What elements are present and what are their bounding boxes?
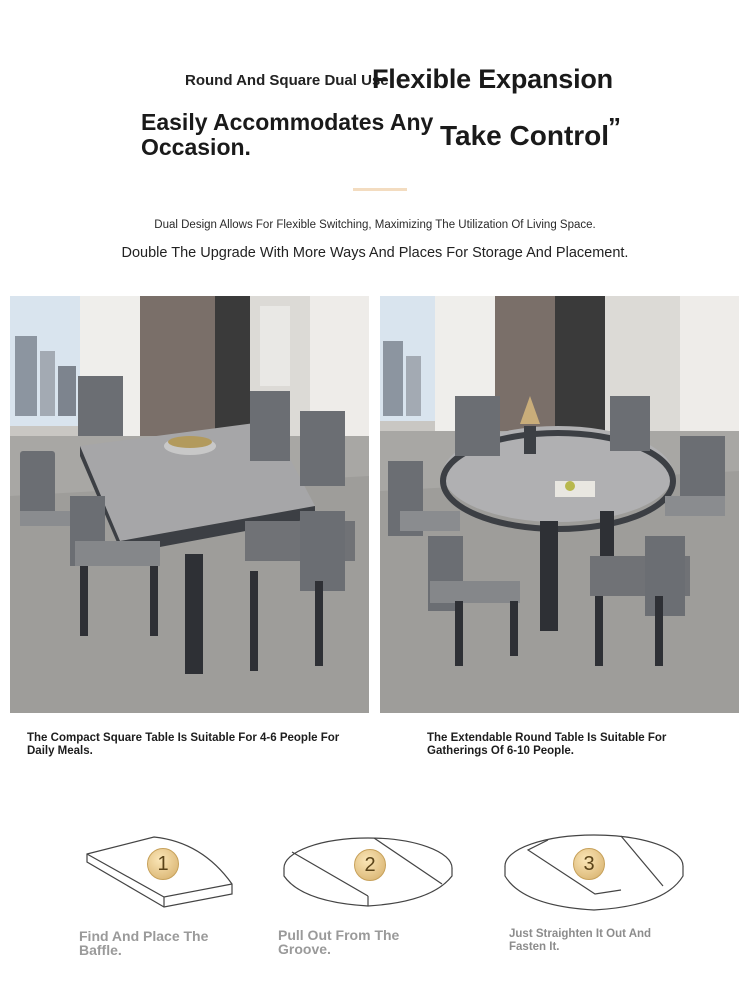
caption-square-table: The Compact Square Table Is Suitable For 4-6 People For Daily Meals. — [27, 732, 340, 757]
header-flexible-expansion: Flexible Expansion — [372, 64, 613, 94]
header-quote-mark: ” — [608, 112, 621, 142]
subtitle-dual-design: Dual Design Allows For Flexible Switching, Maximizing The Utilization Of Living Space. — [154, 219, 596, 231]
photo-square-table — [10, 296, 369, 713]
step-3-label: Just Straighten It Out And Fasten It. — [509, 928, 652, 953]
caption-round-table: The Extendable Round Table Is Suitable For Gatherings Of 6-10 People. — [427, 732, 667, 757]
header-take-control: Take Control — [440, 120, 610, 151]
accent-divider — [353, 188, 407, 191]
step-1-badge: 1 — [147, 848, 179, 880]
header-round-square-line: Round And Square Dual Use — [185, 72, 389, 89]
step-2-label: Pull Out From The Groove. — [278, 927, 400, 957]
photo-round-table — [380, 296, 739, 713]
subtitle-double-upgrade: Double The Upgrade With More Ways And Places For Storage And Placement. — [121, 245, 629, 261]
step-3-badge: 3 — [573, 848, 605, 880]
step-2-badge: 2 — [354, 849, 386, 881]
step-1-label: Find And Place The Baffle. — [79, 928, 209, 958]
header-occasion-line: Easily Accommodates Any Occasion. — [141, 109, 434, 160]
